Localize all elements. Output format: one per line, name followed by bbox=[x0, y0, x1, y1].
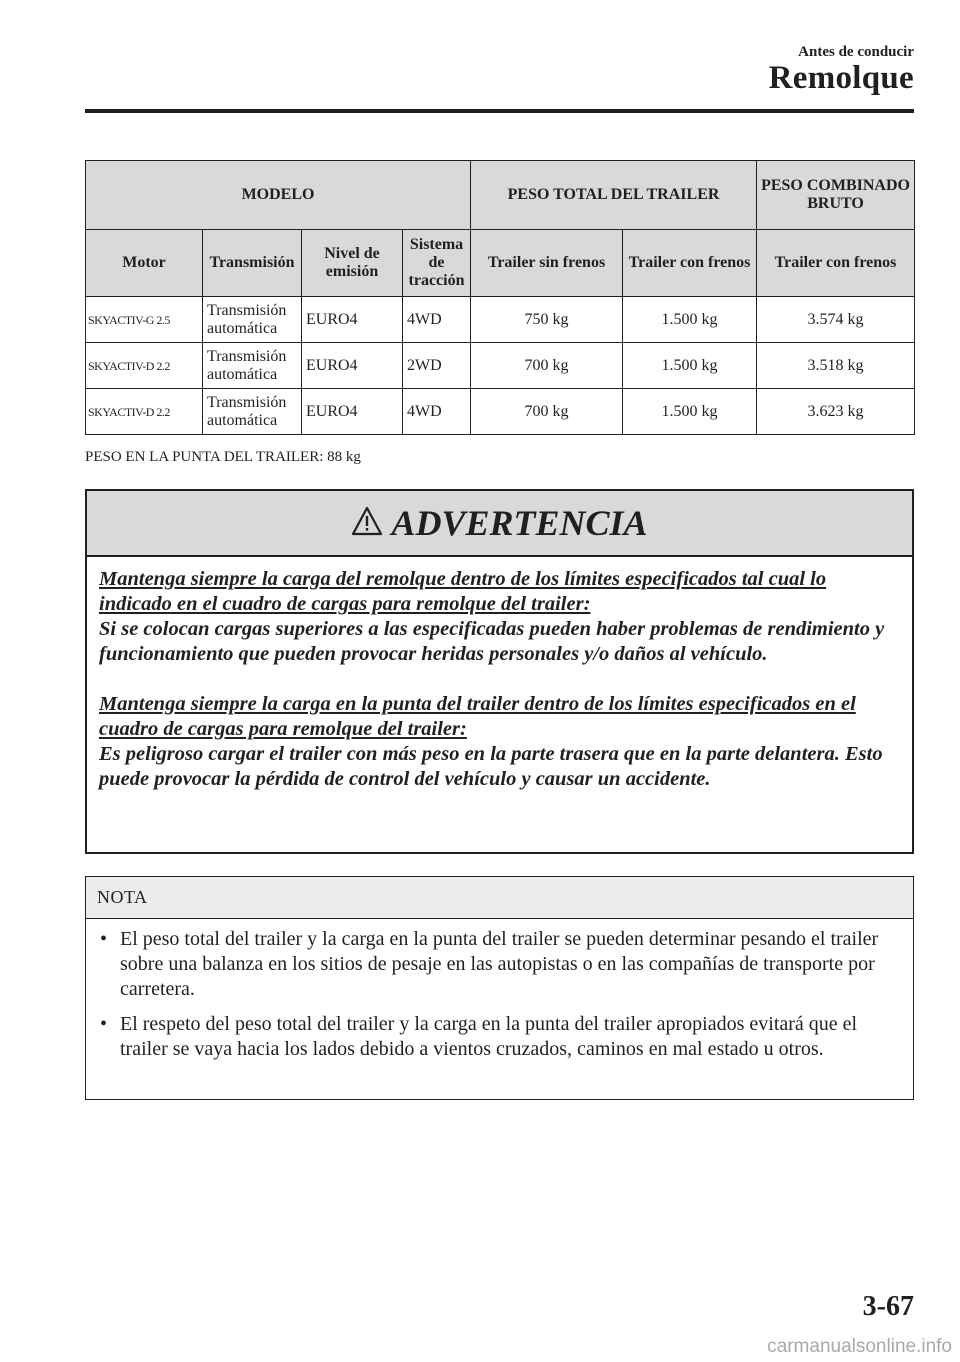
header-rule bbox=[85, 109, 914, 113]
warning-heading-1: Mantenga siempre la carga del remolque dentro de los límites especificados tal cual lo indicado en el cuadro de cargas para remolque del trailer: bbox=[99, 568, 827, 615]
cell-emision: EURO4 bbox=[302, 297, 403, 343]
cell-con-frenos: 1.500 kg bbox=[623, 389, 757, 435]
section-name: Antes de conducir bbox=[798, 44, 914, 60]
warning-triangle-icon bbox=[351, 506, 383, 541]
bullet-icon: • bbox=[100, 1013, 108, 1035]
warning-text-2: Es peligroso cargar el trailer con más peso en la parte trasera que en la parte delantera. Esto puede provocar la pérdida de control del vehículo y causar un accidente. bbox=[99, 743, 883, 790]
table-row bbox=[86, 343, 915, 389]
cell-peso-combinado: 3.574 kg bbox=[757, 297, 915, 343]
cell-traccion: 4WD bbox=[403, 389, 471, 435]
cell-transmision: Transmisión automática bbox=[203, 389, 302, 435]
cell-traccion: 2WD bbox=[403, 343, 471, 389]
cell-sin-frenos: 700 kg bbox=[471, 389, 623, 435]
group-header-modelo: MODELO bbox=[86, 161, 471, 230]
column-header: Transmisión bbox=[203, 230, 302, 297]
list-item bbox=[98, 1012, 901, 1062]
note-text: El respeto del peso total del trailer y la carga en la punta del trailer apropiados evitará que el trailer se vaya hacia los lados debido a vientos cruzados, caminos en mal estado u otros. bbox=[120, 1013, 858, 1060]
page-title: Remolque bbox=[768, 60, 914, 96]
column-header: Trailer con frenos bbox=[623, 230, 757, 297]
cell-sin-frenos: 750 kg bbox=[471, 297, 623, 343]
cell-con-frenos: 1.500 kg bbox=[623, 297, 757, 343]
cell-traccion: 4WD bbox=[403, 297, 471, 343]
note-text: El peso total del trailer y la carga en la punta del trailer se pueden determinar pesando el trailer sobre una balanza en los sitios de pesaje en las autopistas o en las compañías de transporte por carretera. bbox=[120, 928, 879, 1000]
table-row bbox=[86, 297, 915, 343]
note-box bbox=[85, 876, 914, 1100]
warning-text-1: Si se colocan cargas superiores a las especificadas pueden haber problemas de rendimiento y funcionamiento que pueden provocar heridas personales y/o daños al vehículo. bbox=[99, 618, 885, 665]
warning-header bbox=[87, 491, 912, 557]
cell-motor: SKYACTIV-G 2.5 bbox=[86, 297, 203, 343]
column-header: Nivel de emisión bbox=[302, 230, 403, 297]
cell-sin-frenos: 700 kg bbox=[471, 343, 623, 389]
warning-box bbox=[85, 489, 914, 854]
table-row bbox=[86, 389, 915, 435]
cell-transmision: Transmisión automática bbox=[203, 343, 302, 389]
warning-title: ADVERTENCIA bbox=[391, 503, 648, 543]
tongue-weight-note: PESO EN LA PUNTA DEL TRAILER: 88 kg bbox=[85, 449, 361, 465]
list-item bbox=[98, 927, 901, 1002]
column-header: Sistema de tracción bbox=[403, 230, 471, 297]
group-header-peso-total: PESO TOTAL DEL TRAILER bbox=[471, 161, 757, 230]
warning-heading-2: Mantenga siempre la carga en la punta del trailer dentro de los límites especificados en el cuadro de cargas para remolque del trailer: bbox=[99, 693, 856, 740]
cell-emision: EURO4 bbox=[302, 343, 403, 389]
column-header: Motor bbox=[86, 230, 203, 297]
cell-motor: SKYACTIV-D 2.2 bbox=[86, 343, 203, 389]
cell-transmision: Transmisión automática bbox=[203, 297, 302, 343]
cell-con-frenos: 1.500 kg bbox=[623, 343, 757, 389]
cell-peso-combinado: 3.623 kg bbox=[757, 389, 915, 435]
cell-motor: SKYACTIV-D 2.2 bbox=[86, 389, 203, 435]
group-header-peso-combinado: PESO COMBINADO BRUTO bbox=[757, 161, 915, 230]
towing-capacity-table bbox=[85, 160, 915, 435]
watermark: carmanualsonline.info bbox=[767, 1336, 952, 1357]
cell-peso-combinado: 3.518 kg bbox=[757, 343, 915, 389]
column-header: Trailer con frenos bbox=[757, 230, 915, 297]
note-title: NOTA bbox=[86, 877, 913, 919]
bullet-icon: • bbox=[100, 928, 108, 950]
column-header: Trailer sin frenos bbox=[471, 230, 623, 297]
page-number: 3-67 bbox=[862, 1291, 914, 1322]
cell-emision: EURO4 bbox=[302, 389, 403, 435]
